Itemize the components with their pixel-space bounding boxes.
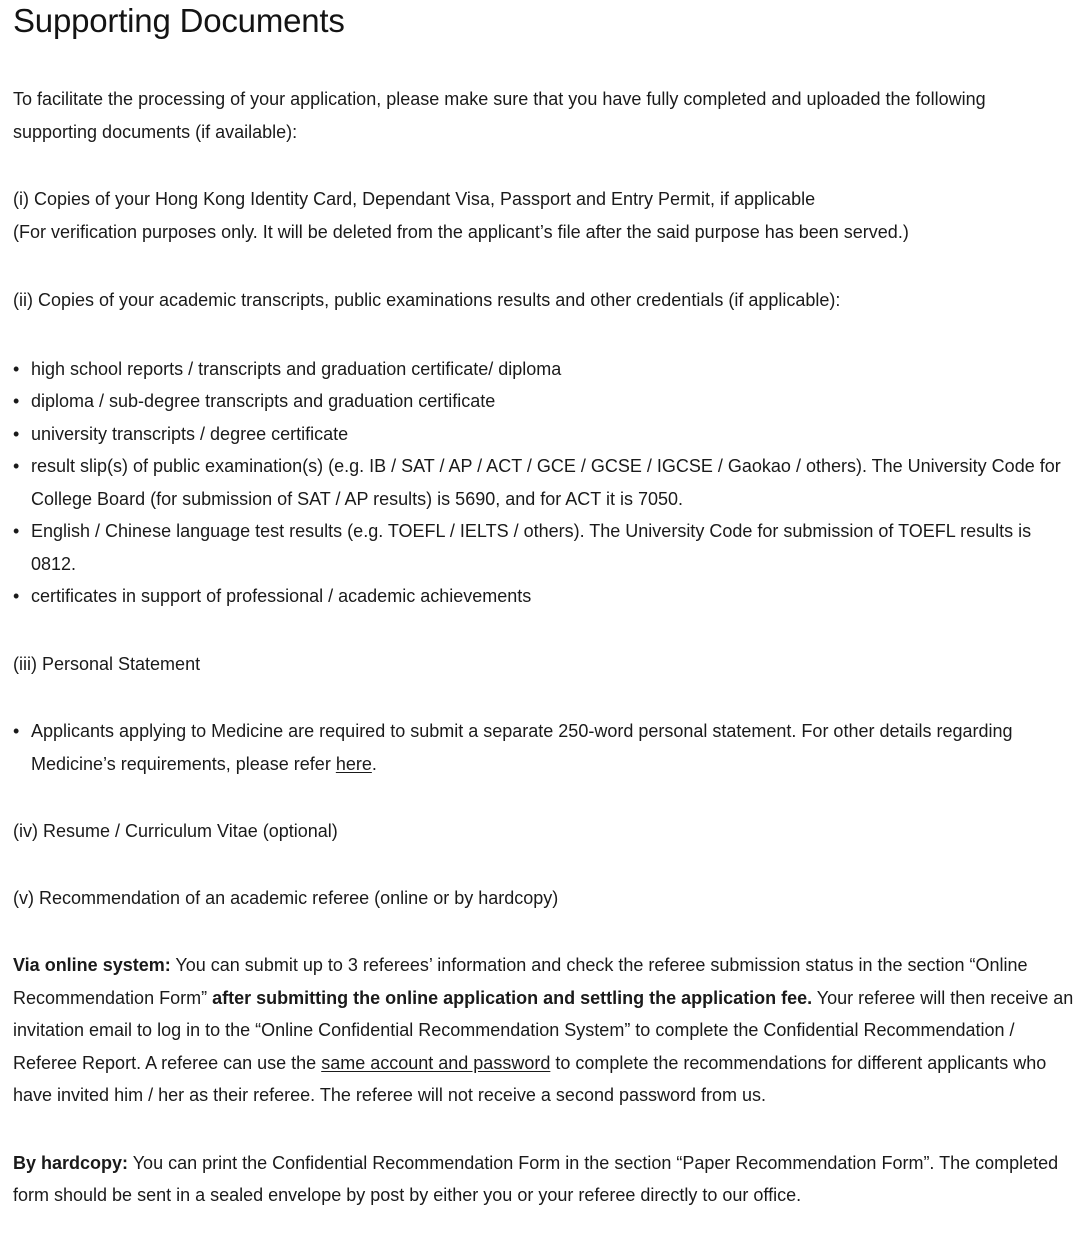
section-v-heading: (v) Recommendation of an academic referee (online or by hardcopy) xyxy=(13,887,559,908)
bullet-icon: • xyxy=(13,586,20,606)
list-item-text: result slip(s) of public examination(s) (e.g. IB / SAT / AP / ACT / GCE / GCSE / IGCSE / Gaokao / others). The University Code for College Board (for submission of SAT / AP results) is 5690, and for ACT it is 7050. xyxy=(31,456,1061,509)
bullet-icon: • xyxy=(13,423,20,444)
page-title: Supporting Documents xyxy=(13,2,345,39)
section-iv-heading: (iv) Resume / Curriculum Vitae (optional) xyxy=(13,821,338,841)
personal-statement-list xyxy=(13,715,1074,780)
list-item xyxy=(13,385,1074,418)
list-item-text: university transcripts / degree certificate xyxy=(31,423,349,444)
hardcopy-label: By hardcopy: xyxy=(13,1152,129,1173)
online-system-paragraph xyxy=(13,949,1074,1112)
list-item-text: English / Chinese language test results (e.g. TOEFL / IELTS / others). The University Code for submission of TOEFL results is 0812. xyxy=(31,521,1032,574)
list-item xyxy=(13,715,1074,780)
section-iii-heading: (iii) Personal Statement xyxy=(13,653,201,674)
intro-paragraph: To facilitate the processing of your application, please make sure that you have fully completed and uploaded the following supporting documents (if available): xyxy=(13,89,986,142)
list-item-text: diploma / sub-degree transcripts and graduation certificate xyxy=(31,391,496,411)
same-account-password-link[interactable]: same account and password xyxy=(321,1052,551,1073)
list-item xyxy=(13,418,1074,451)
list-item-text: high school reports / transcripts and graduation certificate/ diploma xyxy=(31,358,562,379)
bullet-icon: • xyxy=(13,456,20,476)
list-item xyxy=(13,580,1074,613)
section-i-note: (For verification purposes only. It will be deleted from the applicant’s file after the said purpose has been served.) xyxy=(13,221,909,242)
bullet-icon: • xyxy=(13,358,20,379)
bullet-icon: • xyxy=(13,391,20,411)
list-item xyxy=(13,515,1074,580)
list-item-end: . xyxy=(371,753,377,774)
online-bold-note: after submitting the online application and settling the application fee. xyxy=(212,987,813,1008)
bullet-icon: • xyxy=(13,521,20,541)
online-text-3: to complete the recommendations for different applicants who have invited him / her as their referee. The referee will not receive a second password from us. xyxy=(13,1052,1047,1105)
online-system-label: Via online system: xyxy=(13,955,171,975)
section-i xyxy=(13,183,1074,248)
list-item-text: certificates in support of professional / academic achievements xyxy=(31,586,532,606)
online-text-2: Your referee will then receive an invitation email to log in to the “Online Confidential Recommendation System” to complete the Confidential Recommendation / Referee Report. A referee can use the xyxy=(13,987,1074,1073)
bullet-icon: • xyxy=(13,721,20,741)
hardcopy-text: You can print the Confidential Recommendation Form in the section “Paper Recommendation Form”. The completed form should be sent in a sealed envelope by post by either you or your referee directly to our office. xyxy=(13,1152,1059,1205)
list-item xyxy=(13,353,1074,386)
medicine-requirements-link[interactable]: here xyxy=(335,753,372,774)
list-item-text: Applicants applying to Medicine are required to submit a separate 250-word personal statement. For other details regarding Medicine’s requirements, please refer xyxy=(31,721,1013,774)
section-ii-heading: (ii) Copies of your academic transcripts, public examinations results and other credentials (if applicable): xyxy=(13,290,841,310)
section-i-heading: (i) Copies of your Hong Kong Identity Card, Dependant Visa, Passport and Entry Permit, if applicable xyxy=(13,189,816,209)
list-item xyxy=(13,450,1074,515)
academic-documents-list xyxy=(13,353,1074,613)
online-text-1: You can submit up to 3 referees’ information and check the referee submission status in the section “Online Recommendation Form” xyxy=(13,955,1028,1008)
hardcopy-paragraph xyxy=(13,1147,1074,1212)
